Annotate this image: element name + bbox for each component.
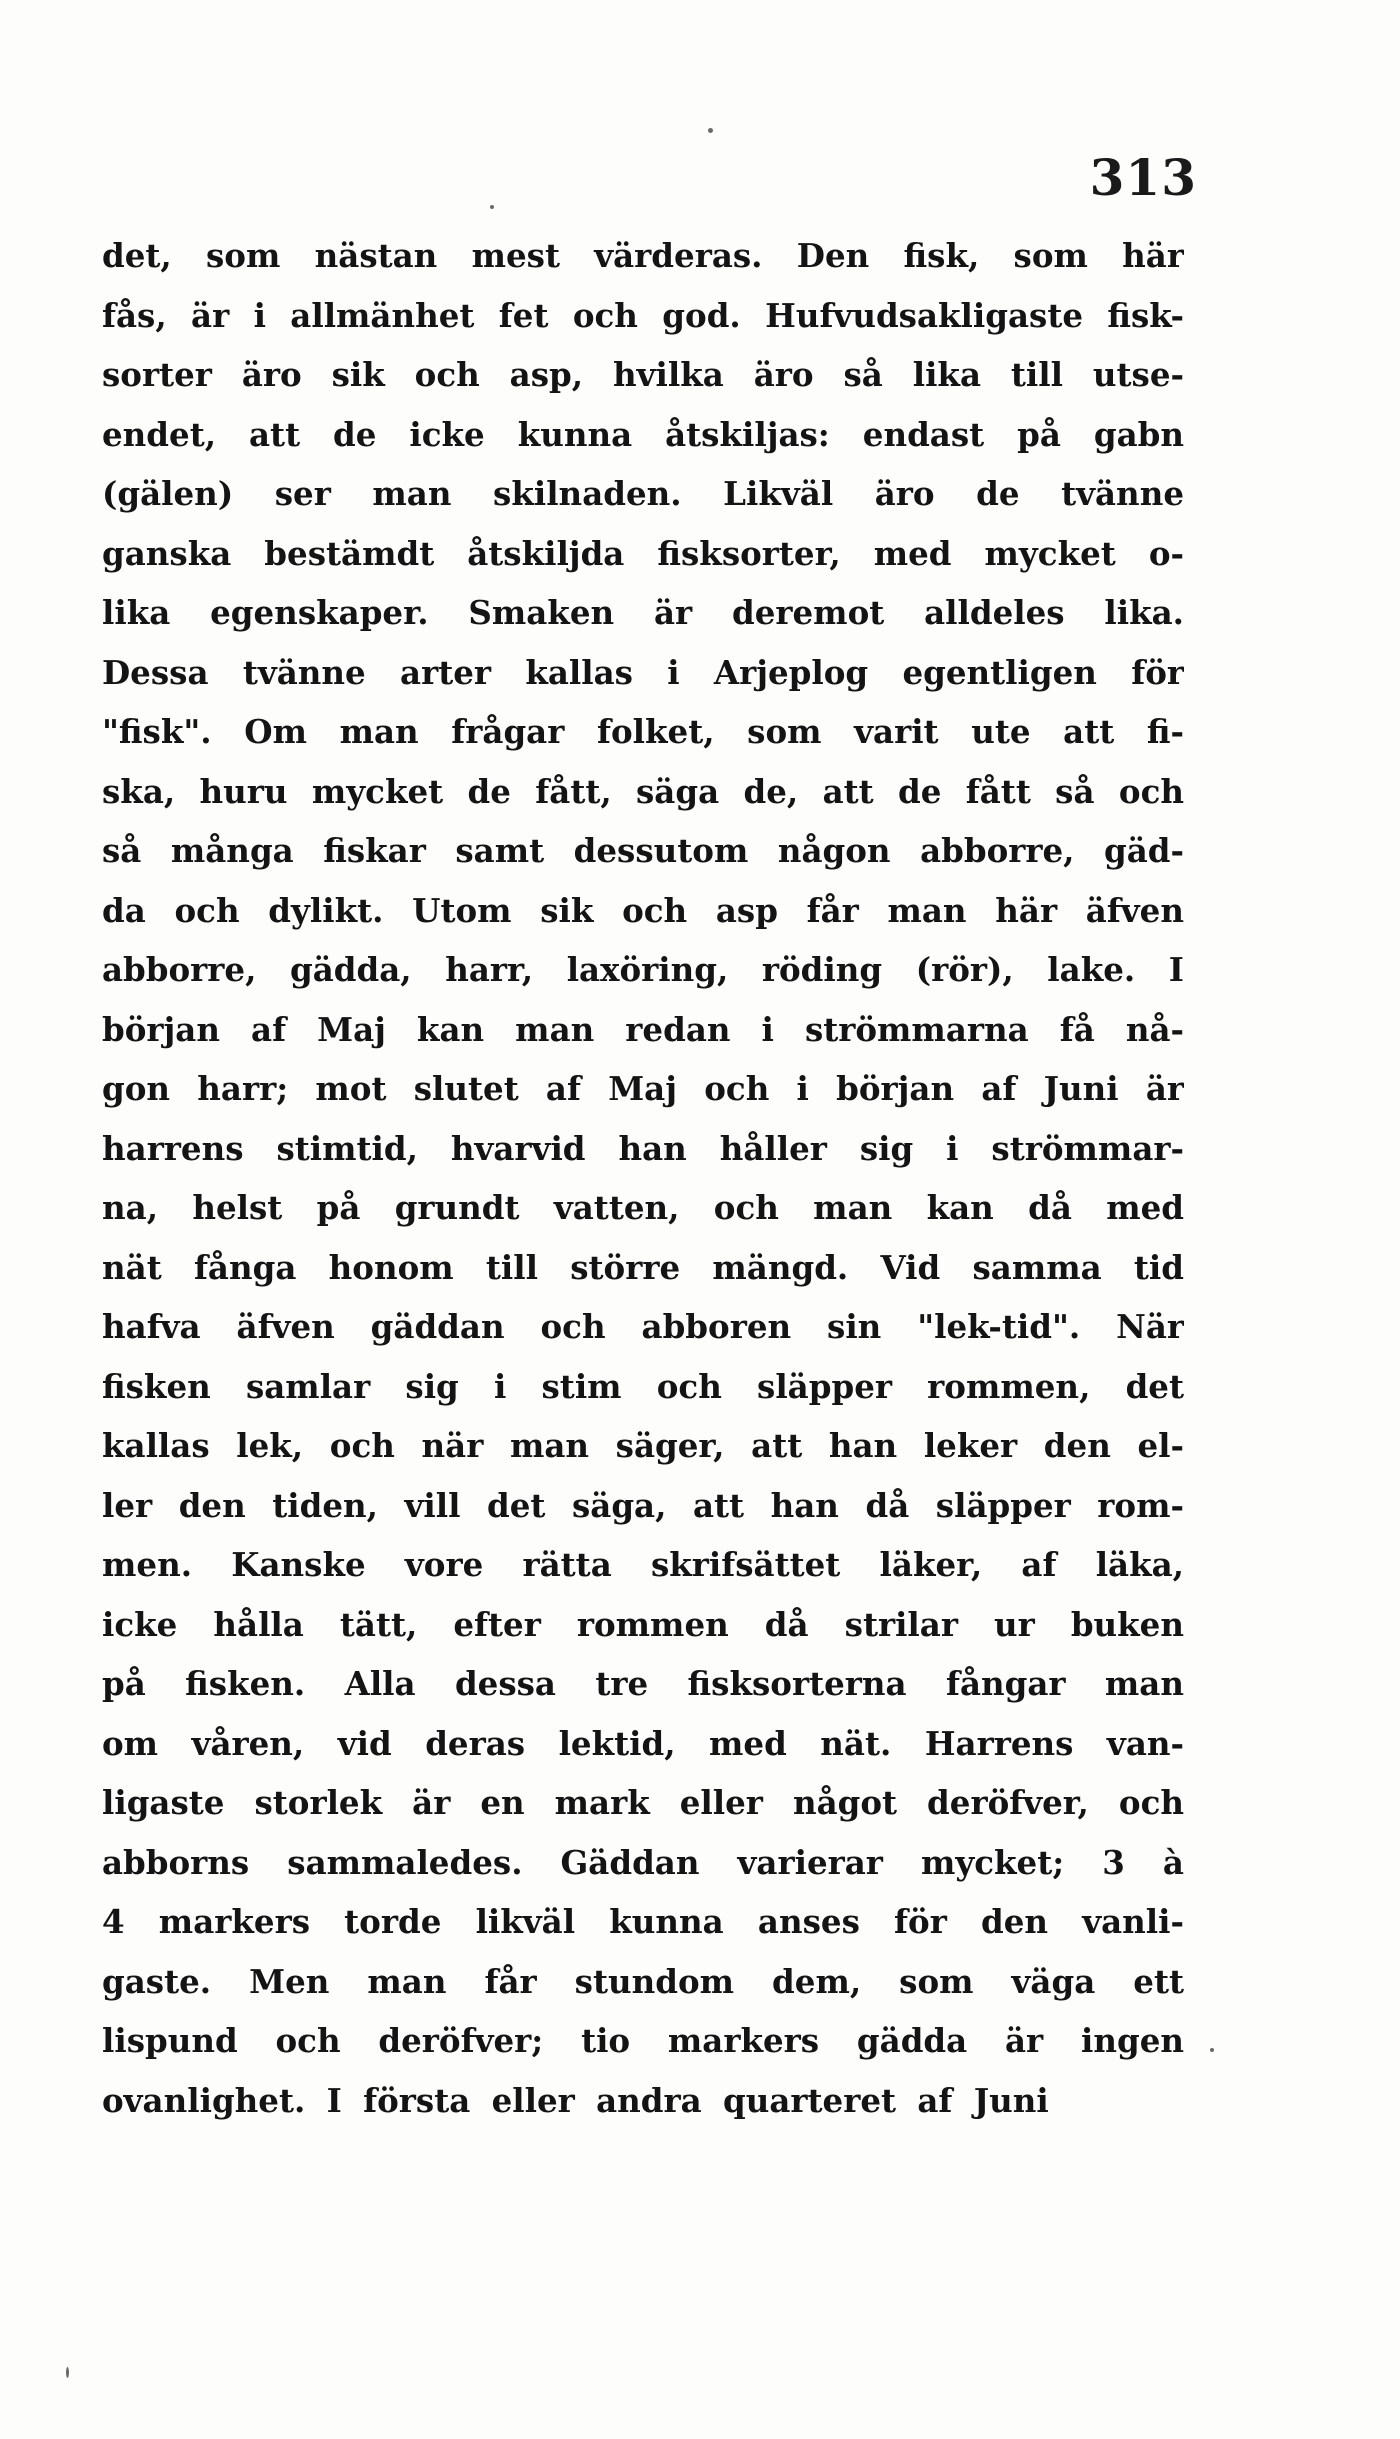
ink-speck <box>66 2367 69 2378</box>
text-line: na, helst på grundt vatten, och man kan då med <box>102 1188 1184 1227</box>
text-line: ler den tiden, vill det säga, att han då släpper rom- <box>102 1485 1184 1525</box>
ink-speck <box>490 205 494 209</box>
text-line: fisken samlar sig i stim och släpper rommen, det <box>102 1366 1184 1406</box>
ink-speck <box>708 128 713 133</box>
text-line: gon harr; mot slutet af Maj och i början af Juni är <box>102 1069 1184 1108</box>
body-text <box>102 226 1184 2130</box>
text-line: så många fiskar samt dessutom någon abborre, gäd- <box>102 831 1184 870</box>
text-line: harrens stimtid, hvarvid han håller sig i strömmar- <box>102 1128 1184 1168</box>
text-line: abborns sammaledes. Gäddan varierar mycket; 3 à <box>102 1842 1184 1882</box>
ink-speck <box>1210 2048 1214 2052</box>
text-line: sorter äro sik och asp, hvilka äro så lika till utse- <box>102 355 1184 394</box>
text-line: gaste. Men man får stundom dem, som väga ett <box>102 1961 1184 2001</box>
text-line: nät fånga honom till större mängd. Vid samma tid <box>102 1247 1184 1287</box>
text-line: (gälen) ser man skilnaden. Likväl äro de tvänne <box>102 474 1184 513</box>
page-number: 313 <box>1089 148 1197 207</box>
text-line: lika egenskaper. Smaken är deremot alldeles lika. <box>102 593 1184 632</box>
text-line: icke hålla tätt, efter rommen då strilar ur buken <box>102 1604 1184 1644</box>
text-line: men. Kanske vore rätta skrifsättet läker, af läka, <box>102 1545 1184 1584</box>
text-line: fås, är i allmänhet fet och god. Hufvudsakligaste fisk- <box>102 295 1184 335</box>
text-line: ganska bestämdt åtskiljda fisksorter, med mycket o- <box>102 533 1184 573</box>
text-line: "fisk". Om man frågar folket, som varit ute att fi- <box>102 712 1184 751</box>
text-line: det, som nästan mest värderas. Den fisk, som här <box>102 236 1184 275</box>
text-line: om våren, vid deras lektid, med nät. Harrens van- <box>102 1723 1184 1763</box>
text-line: kallas lek, och när man säger, att han leker den el- <box>102 1426 1184 1465</box>
text-line: ska, huru mycket de fått, säga de, att de fått så och <box>102 771 1184 811</box>
text-line: ligaste storlek är en mark eller något deröfver, och <box>102 1783 1184 1822</box>
text-line: början af Maj kan man redan i strömmarna få nå- <box>102 1009 1184 1049</box>
text-line: 4 markers torde likväl kunna anses för den vanli- <box>102 1902 1184 1941</box>
text-line: lispund och deröfver; tio markers gädda är ingen <box>102 2021 1184 2060</box>
text-line: endet, att de icke kunna åtskiljas: endast på gabn <box>102 414 1184 454</box>
text-line: Dessa tvänne arter kallas i Arjeplog egentligen för <box>102 652 1184 692</box>
text-line: abborre, gädda, harr, laxöring, röding (rör), lake. I <box>102 950 1184 989</box>
text-line: på fisken. Alla dessa tre fisksorterna fångar man <box>102 1664 1184 1703</box>
text-line: hafva äfven gäddan och abboren sin "lek-tid". När <box>102 1307 1184 1346</box>
text-line: ovanlighet. I första eller andra quarteret af Juni <box>102 2080 1049 2120</box>
text-line: da och dylikt. Utom sik och asp får man här äfven <box>102 890 1184 930</box>
